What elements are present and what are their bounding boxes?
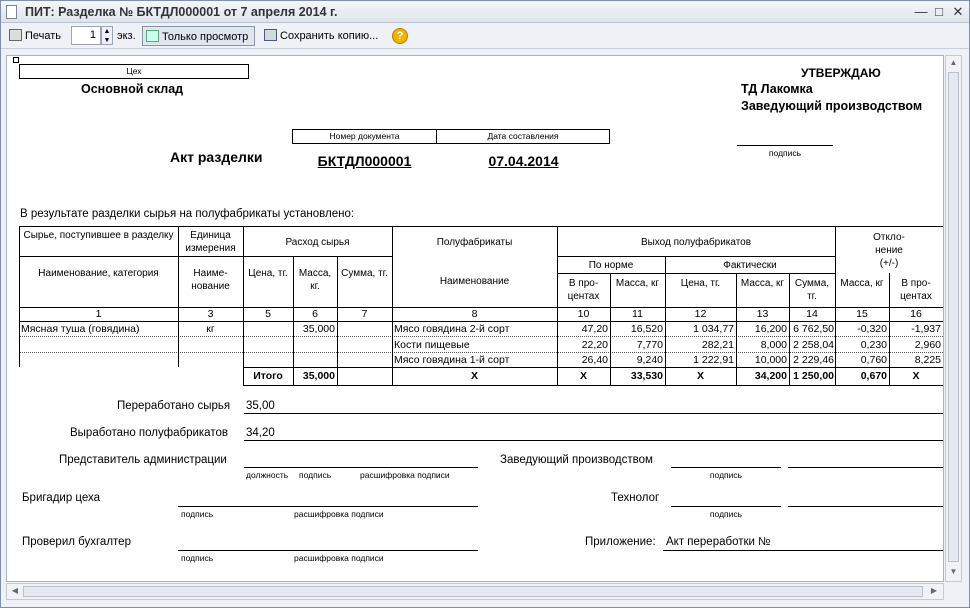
hdr-sum-tg: Сумма, тг. bbox=[794, 278, 830, 302]
total-x: X bbox=[579, 370, 587, 382]
colnum: 13 bbox=[756, 308, 769, 320]
copies-spinner[interactable]: ▲ ▼ bbox=[101, 26, 113, 45]
colnum: 7 bbox=[361, 308, 368, 320]
hdr-semi: Полуфабрикаты bbox=[436, 237, 513, 248]
colnum: 12 bbox=[694, 308, 707, 320]
row-fmass: 16,200 bbox=[754, 323, 787, 335]
copies-unit: экз. bbox=[117, 30, 136, 42]
processed-line bbox=[244, 413, 943, 414]
act-title: Акт разделки bbox=[170, 149, 263, 165]
hdr-pct: В про-центах bbox=[567, 278, 600, 302]
workshop-name: Основной склад bbox=[81, 82, 184, 96]
row-sum: 2 258,04 bbox=[793, 339, 834, 351]
row-dmass: 0,760 bbox=[860, 354, 887, 366]
hdr-price: Цена, тг. bbox=[248, 268, 288, 279]
row-fmass: 10,000 bbox=[754, 354, 787, 366]
row-price: 282,21 bbox=[701, 339, 734, 351]
total-x: X bbox=[912, 370, 920, 382]
toolbar bbox=[1, 24, 969, 49]
technologist-decode-line bbox=[788, 506, 943, 507]
row-pct: 22,20 bbox=[581, 339, 608, 351]
colnum: 8 bbox=[471, 308, 478, 320]
scroll-left-icon[interactable]: ◀ bbox=[11, 586, 19, 595]
hdr-actual: Фактически bbox=[723, 260, 777, 271]
brigadier-line bbox=[178, 506, 478, 507]
colnum: 14 bbox=[806, 308, 818, 320]
brigadier-decode-caption: расшифровка подписи bbox=[294, 509, 384, 519]
vertical-scrollbar[interactable] bbox=[945, 55, 962, 582]
title-bar bbox=[1, 1, 969, 23]
total-x: X bbox=[470, 370, 478, 382]
print-button[interactable] bbox=[9, 26, 61, 46]
row-dpct: 8,225 bbox=[914, 354, 941, 366]
close-button[interactable]: ✕ bbox=[952, 4, 964, 19]
row-mass: 16,520 bbox=[630, 323, 663, 335]
colnum: 15 bbox=[856, 308, 868, 320]
row-sum: 2 229,46 bbox=[793, 354, 834, 366]
hdr-mass-kg: Масса, кг bbox=[615, 278, 660, 289]
total-x: X bbox=[696, 370, 704, 382]
hdr-semi-name: Наименование bbox=[439, 276, 510, 287]
row-fmass: 8,000 bbox=[760, 339, 787, 351]
hdr-unit: Единица измерения bbox=[185, 230, 236, 254]
raw-item-unit: кг bbox=[206, 323, 215, 335]
hdr-name-cat: Наименование, категория bbox=[38, 268, 159, 279]
horizontal-scrollbar[interactable] bbox=[6, 583, 944, 600]
total-label: Итого bbox=[253, 370, 283, 382]
row-name: Мясо говядина 2-й сорт bbox=[394, 323, 510, 335]
edit-icon bbox=[146, 30, 159, 42]
save-icon bbox=[264, 29, 277, 41]
date-value: 07.04.2014 bbox=[488, 153, 559, 169]
hdr-raw: Сырье, поступившее в разделку bbox=[23, 230, 174, 241]
hdr-dev1: Откло- bbox=[873, 232, 905, 243]
hdr-sum: Сумма, тг. bbox=[341, 268, 388, 279]
colnum: 6 bbox=[312, 308, 318, 320]
total-sum: 1 250,00 bbox=[793, 370, 834, 382]
brigadier-label: Бригадир цеха bbox=[22, 492, 101, 504]
document-icon bbox=[6, 5, 17, 19]
colnum: 5 bbox=[265, 308, 271, 320]
total-fmass: 34,200 bbox=[754, 370, 787, 382]
hdr-consumption: Расход сырья bbox=[285, 237, 350, 248]
maximize-button[interactable]: □ bbox=[935, 4, 943, 19]
accountant-sign-caption: подпись bbox=[181, 553, 214, 563]
admin-rep-label: Представитель администрации bbox=[59, 454, 227, 466]
row-pct: 47,20 bbox=[581, 323, 608, 335]
admin-sign-caption: подпись bbox=[299, 470, 332, 480]
row-dpct: -1,937 bbox=[911, 323, 941, 335]
approver-signature-line bbox=[737, 145, 833, 146]
view-only-toggle[interactable] bbox=[142, 26, 255, 46]
hdr-norm: По норме bbox=[588, 260, 634, 271]
printer-icon bbox=[9, 29, 22, 41]
row-pct: 26,40 bbox=[581, 354, 608, 366]
window-title: ПИТ: Разделка № БКТДЛ000001 от 7 апреля 2014 г. bbox=[25, 5, 338, 19]
page-marker bbox=[13, 57, 19, 63]
admin-decode-caption: расшифровка подписи bbox=[360, 470, 450, 480]
admin-position-caption: должность bbox=[246, 470, 289, 480]
attachment-value: Акт переработки № bbox=[666, 536, 771, 548]
processed-label: Переработано сырья bbox=[117, 400, 231, 412]
hdr-unit-name: Наиме-нование bbox=[191, 268, 230, 292]
hdr-dev2: нение bbox=[875, 245, 903, 256]
head-prod-sign-caption: подпись bbox=[709, 470, 743, 480]
technologist-sign-caption: подпись bbox=[709, 509, 743, 519]
raw-item-mass: 35,000 bbox=[302, 323, 335, 335]
head-prod-decode-line bbox=[788, 467, 943, 468]
colnum: 3 bbox=[207, 308, 214, 320]
attachment-line bbox=[663, 550, 943, 551]
hdr-mass: Масса, кг. bbox=[298, 268, 332, 292]
scroll-right-icon[interactable]: ▶ bbox=[930, 586, 938, 595]
colnum: 10 bbox=[577, 308, 590, 320]
colnum: 11 bbox=[632, 308, 643, 320]
processed-value: 35,00 bbox=[246, 400, 275, 412]
horizontal-scroll-thumb[interactable] bbox=[23, 586, 923, 597]
print-label: Печать bbox=[25, 30, 62, 42]
row-name: Кости пищевые bbox=[394, 339, 470, 351]
help-icon[interactable]: ? bbox=[392, 28, 408, 44]
colnum: 16 bbox=[910, 308, 922, 320]
approver-signature-label: подпись bbox=[768, 148, 802, 158]
view-only-label: Только просмотр bbox=[162, 31, 249, 43]
row-dpct: 2,960 bbox=[914, 339, 941, 351]
head-prod-sign-line bbox=[671, 467, 781, 468]
produced-value: 34,20 bbox=[246, 427, 275, 439]
scroll-up-icon[interactable]: ▲ bbox=[949, 58, 958, 67]
total-mass: 35,000 bbox=[302, 370, 335, 382]
docnum-value: БКТДЛ000001 bbox=[317, 153, 412, 169]
row-sum: 6 762,50 bbox=[793, 323, 834, 335]
date-label: Дата составления bbox=[437, 129, 610, 144]
row-mass: 7,770 bbox=[636, 339, 663, 351]
docnum-label: Номер документа bbox=[292, 129, 437, 144]
document-area[interactable] bbox=[6, 55, 944, 582]
head-prod-label: Заведующий производством bbox=[500, 454, 653, 466]
row-price: 1 222,91 bbox=[693, 354, 734, 366]
accountant-decode-caption: расшифровка подписи bbox=[294, 553, 384, 563]
hdr-output: Выход полуфабрикатов bbox=[640, 237, 752, 248]
copies-input[interactable]: 1 bbox=[71, 26, 101, 45]
intro-text: В результате разделки сырья на полуфабрикаты установлено: bbox=[20, 208, 355, 220]
minimize-button[interactable]: — bbox=[914, 4, 928, 19]
produced-line bbox=[244, 440, 943, 441]
accountant-label: Проверил бухгалтер bbox=[22, 536, 131, 548]
save-copy-button[interactable] bbox=[264, 26, 378, 46]
approve-label: УТВЕРЖДАЮ bbox=[801, 66, 881, 80]
workshop-label: Цех bbox=[19, 64, 249, 79]
colnum: 1 bbox=[95, 308, 102, 320]
company-name: ТД Лакомка bbox=[741, 82, 813, 96]
hdr-dmass: Масса, кг bbox=[840, 278, 884, 289]
scroll-down-icon[interactable]: ▼ bbox=[949, 567, 958, 576]
vertical-scroll-thumb[interactable] bbox=[948, 72, 959, 562]
hdr-price-tg: Цена, тг. bbox=[680, 278, 721, 289]
technologist-sign-line bbox=[671, 506, 781, 507]
total-dmass: 0,670 bbox=[860, 370, 887, 382]
hdr-mass-kg2: Масса, кг bbox=[740, 278, 785, 289]
save-copy-label: Сохранить копию... bbox=[280, 30, 379, 42]
admin-rep-line bbox=[244, 467, 478, 468]
produced-label: Выработано полуфабрикатов bbox=[70, 427, 228, 439]
accountant-line bbox=[178, 550, 478, 551]
technologist-label: Технолог bbox=[611, 492, 660, 504]
attachment-label: Приложение: bbox=[585, 536, 656, 548]
raw-item-name: Мясная туша (говядина) bbox=[21, 323, 140, 335]
row-dmass: -0,320 bbox=[857, 323, 887, 335]
approver-position: Заведующий производством bbox=[741, 99, 923, 113]
row-dmass: 0,230 bbox=[860, 339, 887, 351]
row-name: Мясо говядина 1-й сорт bbox=[394, 354, 510, 366]
brigadier-sign-caption: подпись bbox=[181, 509, 214, 519]
row-mass: 9,240 bbox=[636, 354, 663, 366]
hdr-dev3: (+/-) bbox=[879, 258, 899, 269]
hdr-dpct: В про-центах bbox=[900, 278, 932, 302]
row-price: 1 034,77 bbox=[693, 323, 734, 335]
total-norm-mass: 33,530 bbox=[630, 370, 663, 382]
